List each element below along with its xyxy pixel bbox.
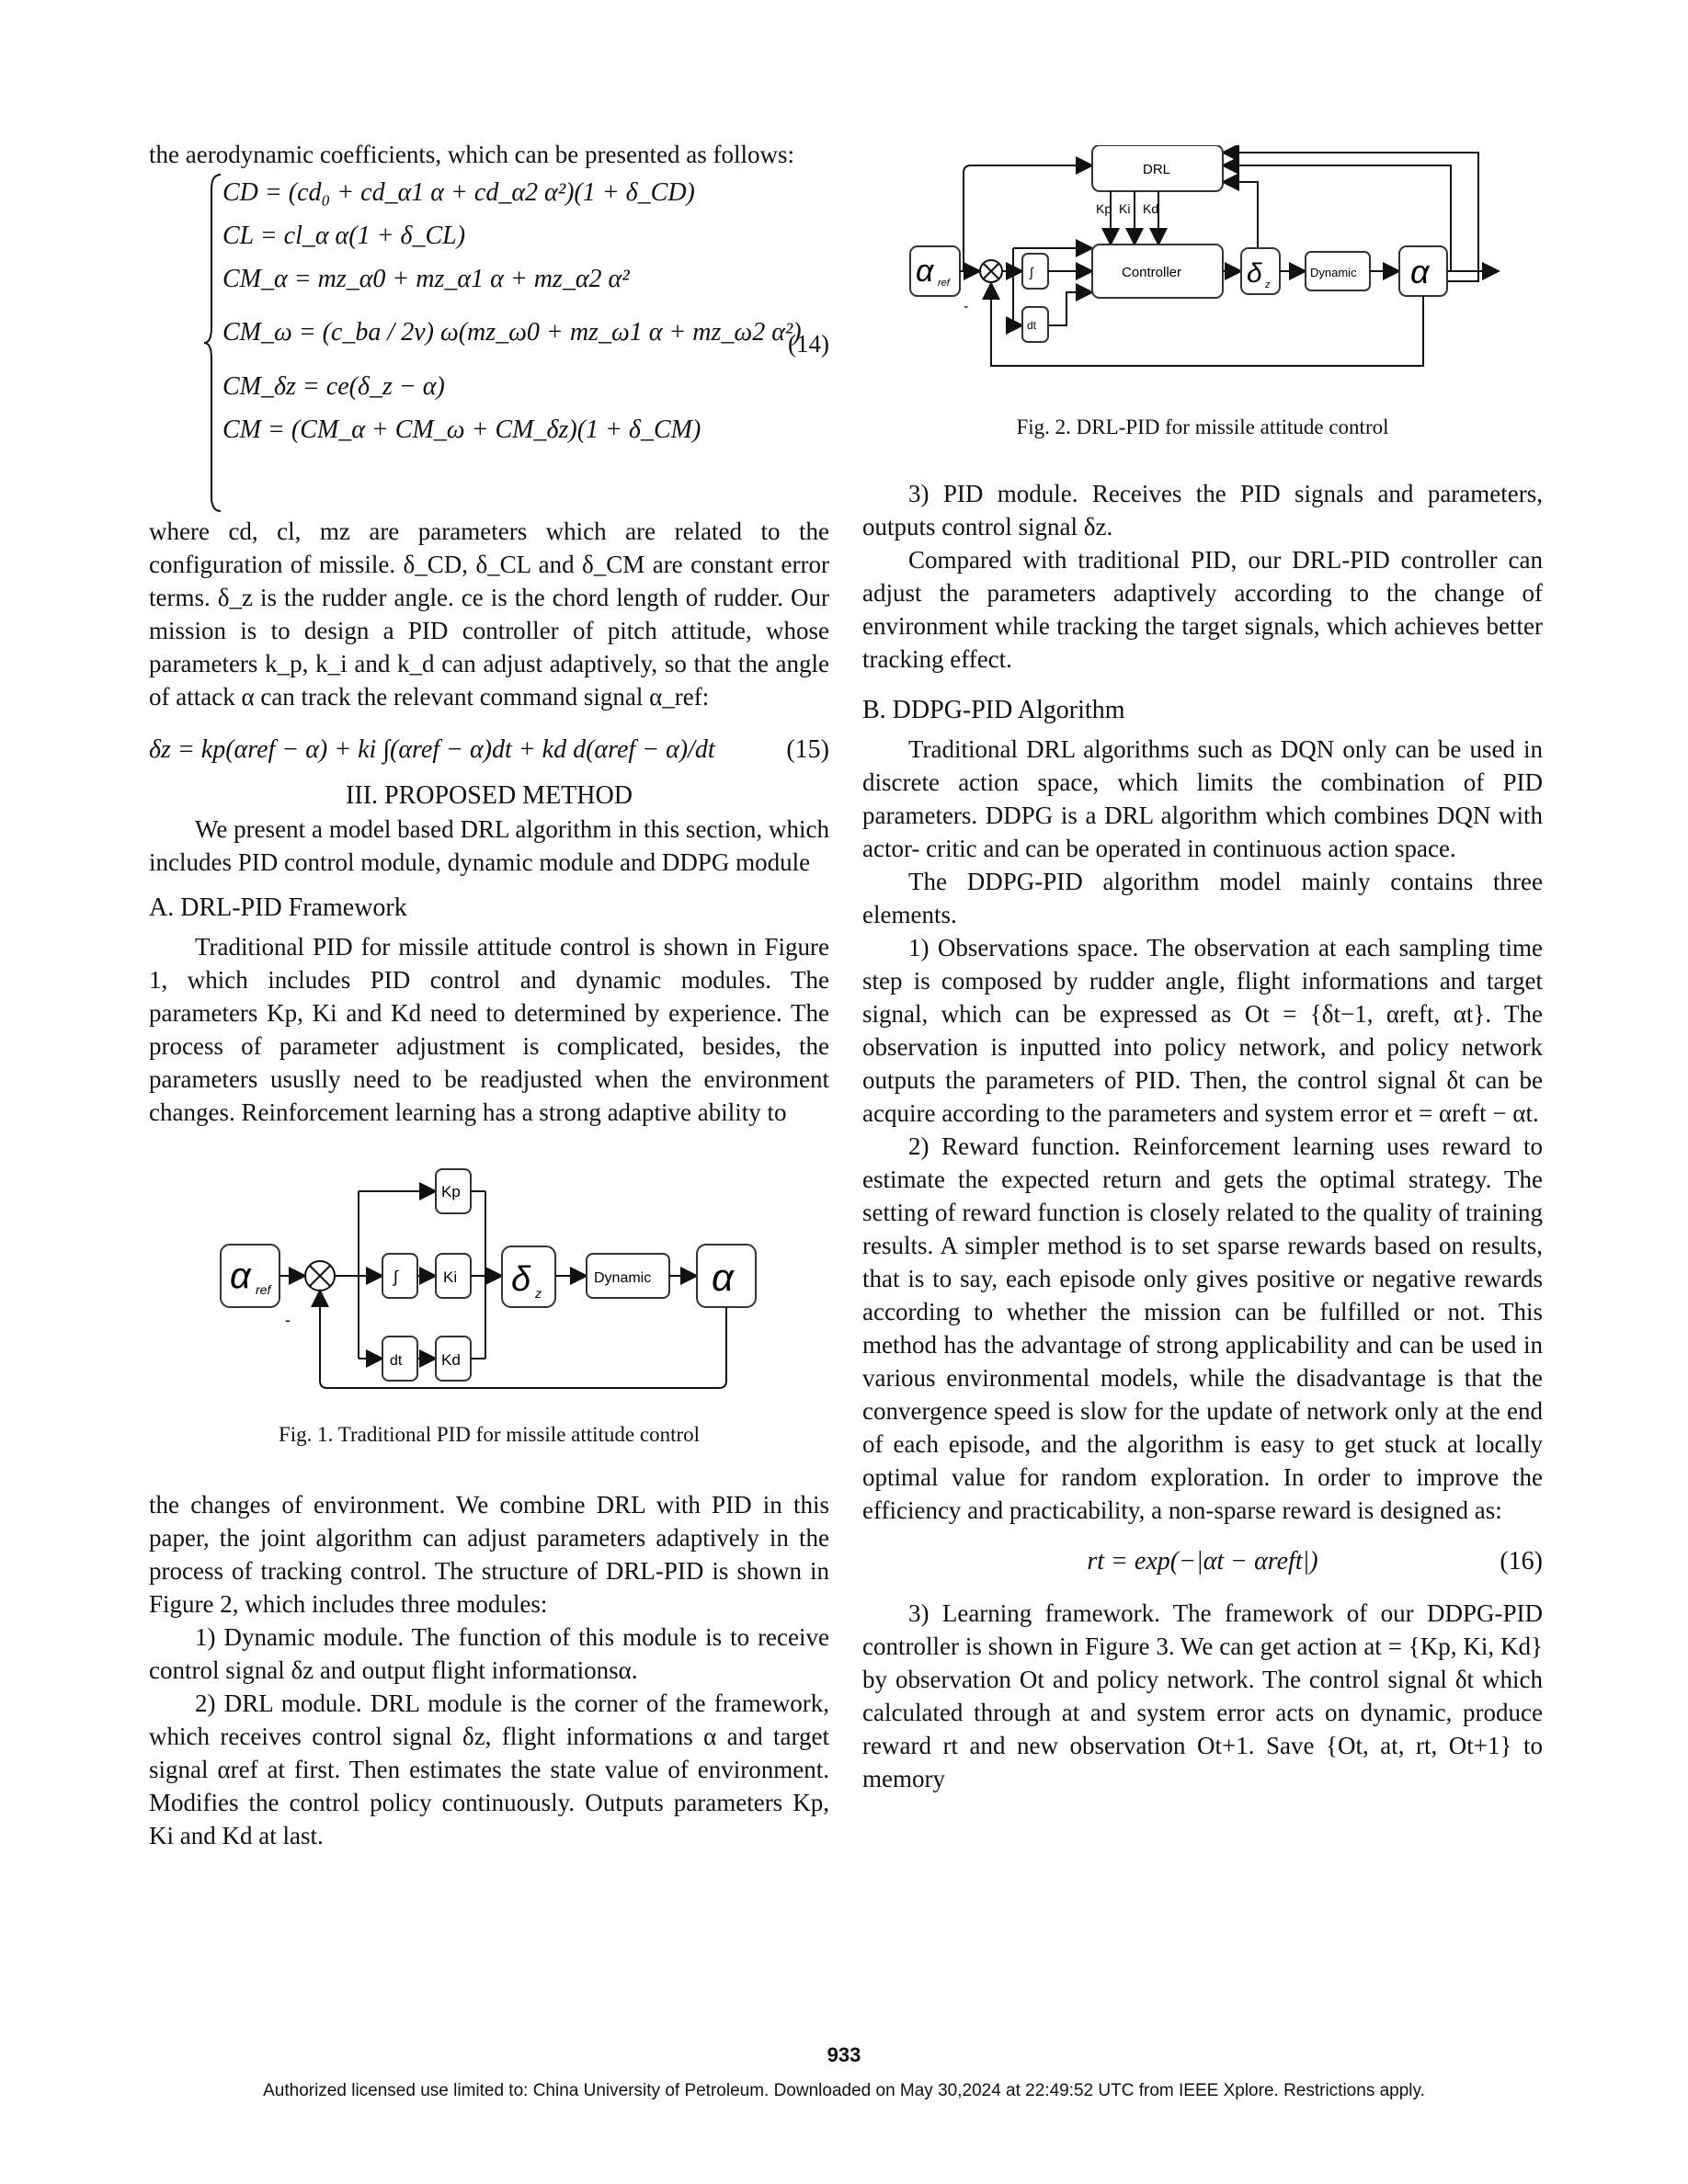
fig2-dt-label: dt xyxy=(1027,319,1037,332)
framework-paragraph-1: Traditional PID for missile attitude control is shown in Figure 1, which includes PID control and dynamic modules. The parameters Kp, Ki and Kd need to determined by experience. The process of parameter adjustment is complicated, besides, the parameters ususlly need to be readjusted when the environment changes. Reinforcement learning has a strong adaptive ability to xyxy=(149,933,829,1126)
fig2-minus: - xyxy=(964,299,969,314)
eq16-text: rt = exp(−|αt − αreft|) xyxy=(1087,1547,1318,1575)
ddpg-paragraph-4: 2) Reward function. Reinforcement learning uses reward to estimate the expected return and gets the optimal strategy. The setting of reward function is closely related to the quality of training results. A simpler method is to set sparse rewards based on results, that is to say, each episode only gives positive or negative rewards according to whether the mission can be fulfilled or not. This method has the advantage of strong applicability and can be used in various environmental models, while the disadvantage is that the convergence speed is slow for the update of network only at the end of each episode, and the algorithm is easy to get stuck at locally optimal value for random exploration. In order to improve the efficiency and practicability, a non-sparse reward is designed as: xyxy=(862,1132,1543,1524)
page-number: 933 xyxy=(827,2043,861,2066)
fig1-minus: - xyxy=(285,1311,291,1329)
compare-paragraph: Compared with traditional PID, our DRL-PID controller can adjust the parameters adaptively according to the change of environment while tracking the target signals, which achieves better tracking effect. xyxy=(862,546,1543,673)
fig2-delta-sub: z xyxy=(1265,279,1271,290)
equation-14-lines xyxy=(222,171,802,451)
fig1-ki-label: Ki xyxy=(443,1268,458,1286)
eq14-line-3: CM_α = mz_α0 + mz_α1 α + mz_α2 α² xyxy=(222,265,630,293)
fig2-alpha-label: α xyxy=(1410,253,1430,290)
eq15-number: (15) xyxy=(786,735,829,764)
fig1-dt-label: dt xyxy=(390,1353,403,1369)
ddpg-paragraph-5: 3) Learning framework. The framework of our DDPG-PID controller is shown in Figure 3. We can get action at = {Kp, Ki, Kd} by observation Ot and policy network. The control signal δt which calculated through at and system error acts on dynamic, produce reward rt and new observation Ot+1. Save {Ot, at, rt, Ot+1} to memory xyxy=(862,1599,1543,1792)
fig2-int-label: ∫ xyxy=(1030,265,1033,279)
figure-1-caption: Fig. 1. Traditional PID for missile attitude control xyxy=(278,1423,701,1446)
fig1-kp-label: Kp xyxy=(441,1183,461,1200)
eq14-line-5: CM_δz = ce(δ_z − α) xyxy=(222,372,445,401)
fig2-delta-label: δ xyxy=(1247,258,1262,289)
figure-2-diagram xyxy=(862,145,1543,384)
figure-1-diagram xyxy=(149,1155,829,1393)
eq14-number: (14) xyxy=(788,330,829,358)
module-item-1: 1) Dynamic module. The function of this module is to receive control signal δz and output flight informationsα. xyxy=(149,1623,829,1684)
fig1-aref-sub: ref xyxy=(256,1282,271,1297)
eq16-number: (16) xyxy=(1500,1547,1543,1575)
module-item-2: 2) DRL module. DRL module is the corner of the framework, which receives control signal δz, flight informations α and target signal αref at first. Then estimates the state value of environment. Modifies the control policy continuously. Outputs parameters Kp, Ki and Kd at last. xyxy=(149,1689,829,1849)
fig1-alpha-label: α xyxy=(712,1256,734,1299)
figure-2 xyxy=(862,145,1543,444)
authorization-notice: Authorized licensed use limited to: China University of Petroleum. Downloaded on May 30,2024 at 22:49:52 UTC from IEEE Xplore. Restrictions apply. xyxy=(263,2081,1425,2100)
section-intro-paragraph: We present a model based DRL algorithm in this section, which includes PID control module, dynamic module and DDPG module xyxy=(149,815,829,876)
framework-paragraph-2: the changes of environment. We combine DRL with PID in this paper, the joint algorithm can adjust parameters adaptively in the process of tracking control. The structure of DRL-PID is shown in Figure 2, which includes three modules: xyxy=(149,1491,829,1618)
ddpg-paragraph-3: 1) Observations space. The observation at each sampling time step is composed by rudder angle, flight informations and target signal, which can be expressed as Ot = {δt−1, αreft, αt}. The observation is inputted into policy network, and policy network outputs the parameters of PID. Then, the control signal δt can be acquire according to the parameters and system error et = αreft − αt. xyxy=(862,934,1543,1127)
fig2-aref-sub: ref xyxy=(938,278,950,289)
eq14-line-4: CM_ω = (c_ba / 2v) ω(mz_ω0 + mz_ω1 α + mz_ω2 α²) xyxy=(222,318,802,347)
fig2-controller-label: Controller xyxy=(1122,265,1182,280)
intro-paragraph: the aerodynamic coefficients, which can be presented as follows: xyxy=(149,141,794,168)
figure-1 xyxy=(149,1155,829,1451)
fig2-aref-label: α xyxy=(916,254,934,289)
right-column xyxy=(862,145,1543,1795)
eq14-line-1: CD = (cd₀ + cd_α1 α + cd_α2 α²)(1 + δ_CD) xyxy=(222,178,695,207)
module-item-3: 3) PID module. Receives the PID signals and parameters, outputs control signal δz. xyxy=(862,480,1543,540)
eq15-text: δz = kp(αref − α) + ki ∫(αref − α)dt + kd d(αref − α)/dt xyxy=(149,735,715,764)
ddpg-paragraph-2: The DDPG-PID algorithm model mainly contains three elements. xyxy=(862,868,1543,928)
section-title: III. PROPOSED METHOD xyxy=(346,781,633,810)
fig2-int-box xyxy=(1022,254,1048,289)
fig1-delta-sub: z xyxy=(535,1286,542,1301)
figure-2-caption: Fig. 2. DRL-PID for missile attitude control xyxy=(1016,415,1389,438)
subsection-a-title: A. DRL-PID Framework xyxy=(149,893,407,922)
fig2-dynamic-label: Dynamic xyxy=(1310,266,1357,279)
fig1-int-label: ∫ xyxy=(393,1268,398,1286)
fig2-ki-label: Ki xyxy=(1119,201,1131,216)
ddpg-paragraph-1: Traditional DRL algorithms such as DQN only can be used in discrete action space, which limits the combination of PID parameters. DDPG is a DRL algorithm which combines DQN with actor- critic and can be operated in continuous action space. xyxy=(862,735,1543,862)
eq14-line-2: CL = cl_α α(1 + δ_CL) xyxy=(222,222,466,250)
fig2-kp-label: Kp xyxy=(1096,201,1112,216)
equation-15 xyxy=(149,721,829,779)
fig1-kd-label: Kd xyxy=(441,1351,461,1369)
where-paragraph: where cd, cl, mz are parameters which are related to the configuration of missile. δ_CD, δ_CL and δ_CM are constant error terms. δ_z is the rudder angle. ce is the chord length of rudder. Our mission is to design a PID controller of pitch attitude, whose parameters k_p, k_i and k_d can adjust adaptively, so that the angle of attack α can track the relevant command signal α_ref: xyxy=(149,518,829,711)
equation-16 xyxy=(862,1527,1543,1597)
subsection-b-title: B. DDPG-PID Algorithm xyxy=(862,696,1125,724)
fig1-int-box xyxy=(382,1254,417,1298)
fig1-delta-label: δ xyxy=(511,1260,531,1299)
fig1-dynamic-label: Dynamic xyxy=(594,1270,652,1286)
brace-icon xyxy=(204,171,222,515)
eq14-line-6: CM = (CM_α + CM_ω + CM_δz)(1 + δ_CM) xyxy=(222,415,701,444)
left-column xyxy=(149,138,829,1852)
equation-14 xyxy=(149,171,829,515)
fig1-aref-label: α xyxy=(230,1256,251,1296)
fig2-drl-label: DRL xyxy=(1143,162,1171,177)
fig2-kd-label: Kd xyxy=(1143,201,1159,216)
